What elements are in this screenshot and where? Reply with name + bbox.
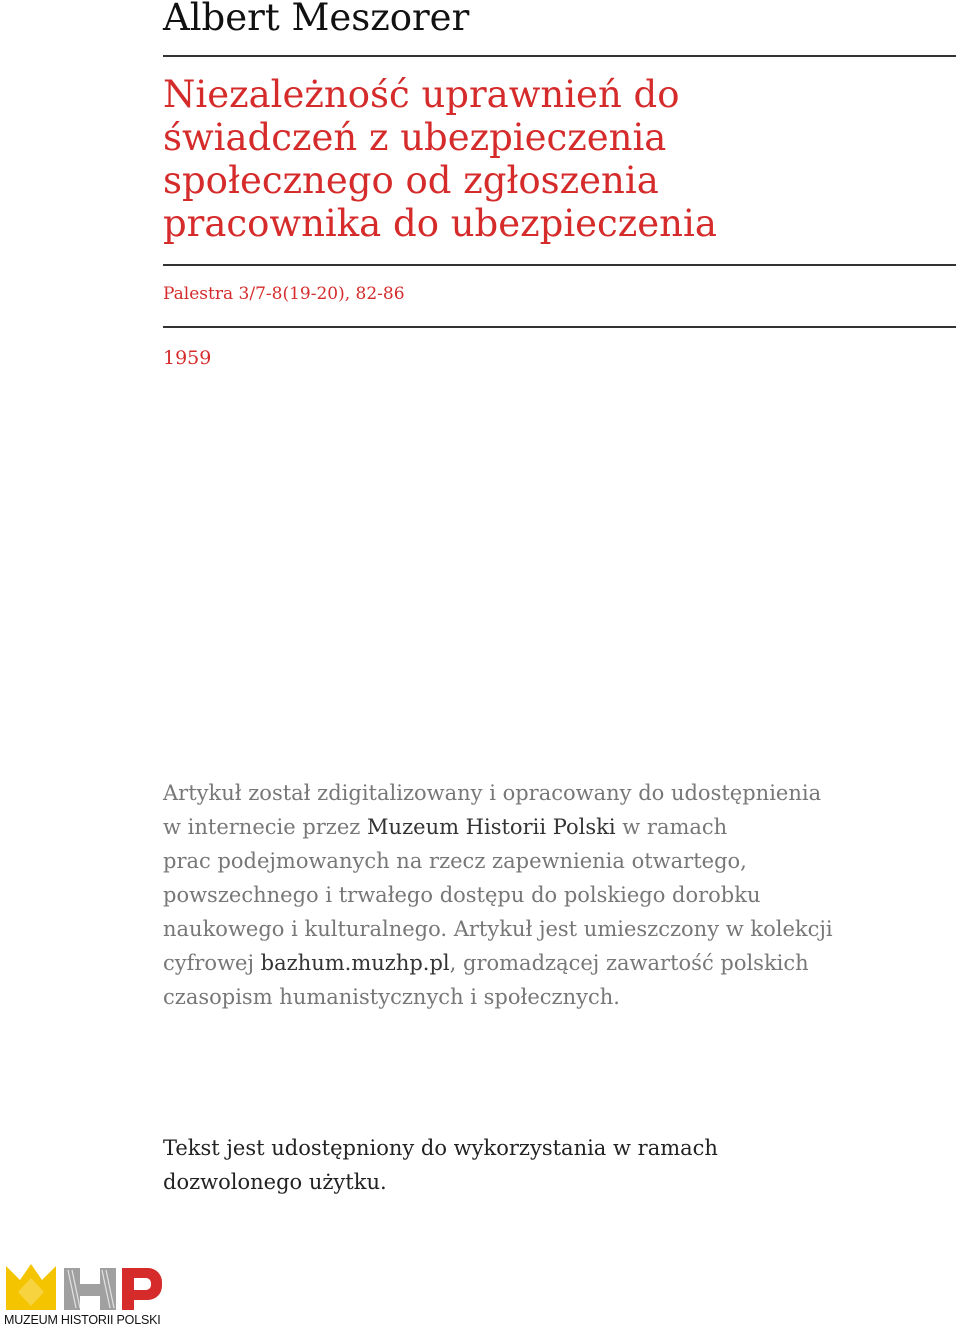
notice-text: cyfrowej bbox=[163, 951, 261, 975]
notice-text: , gromadzącej zawartość polskich bbox=[449, 951, 809, 975]
article-title bbox=[163, 73, 923, 245]
notice-line bbox=[163, 810, 943, 844]
notice-line: prac podejmowanych na rzecz zapewnienia otwartego, bbox=[163, 849, 747, 873]
collection-link[interactable]: bazhum.muzhp.pl bbox=[260, 951, 450, 975]
title-line: społecznego od zgłoszenia bbox=[163, 159, 659, 202]
notice-line bbox=[163, 946, 943, 980]
logo-red-shape bbox=[122, 1268, 162, 1310]
notice-line: naukowego i kulturalnego. Artykuł jest umieszczony w kolekcji bbox=[163, 917, 833, 941]
logo-caption: MUZEUM HISTORII POLSKI bbox=[4, 1313, 161, 1327]
source-citation: Palestra 3/7-8(19-20), 82-86 bbox=[163, 284, 405, 304]
notice-text: w ramach bbox=[615, 815, 728, 839]
publication-year: 1959 bbox=[163, 347, 212, 369]
license-line: dozwolonego użytku. bbox=[163, 1170, 387, 1194]
title-line: Niezależność uprawnień do bbox=[163, 73, 680, 116]
notice-line: Artykuł został zdigitalizowany i opracowany do udostępnienia bbox=[163, 781, 822, 805]
notice-text: w internecie przez bbox=[163, 815, 368, 839]
divider bbox=[163, 55, 956, 57]
license-line: Tekst jest udostępniony do wykorzystania w ramach bbox=[163, 1136, 718, 1160]
title-line: pracownika do ubezpieczenia bbox=[163, 202, 717, 245]
license-notice bbox=[163, 1131, 943, 1199]
author-name: Albert Meszorer bbox=[163, 0, 470, 39]
title-line: świadczeń z ubezpieczenia bbox=[163, 116, 667, 159]
logo-gray-shape bbox=[64, 1268, 116, 1310]
museum-name: Muzeum Historii Polski bbox=[367, 815, 616, 839]
notice-line: czasopism humanistycznych i społecznych. bbox=[163, 985, 620, 1009]
digitization-notice bbox=[163, 776, 943, 1014]
divider bbox=[163, 264, 956, 266]
divider bbox=[163, 326, 956, 328]
notice-line: powszechnego i trwałego dostępu do polskiego dorobku bbox=[163, 883, 761, 907]
